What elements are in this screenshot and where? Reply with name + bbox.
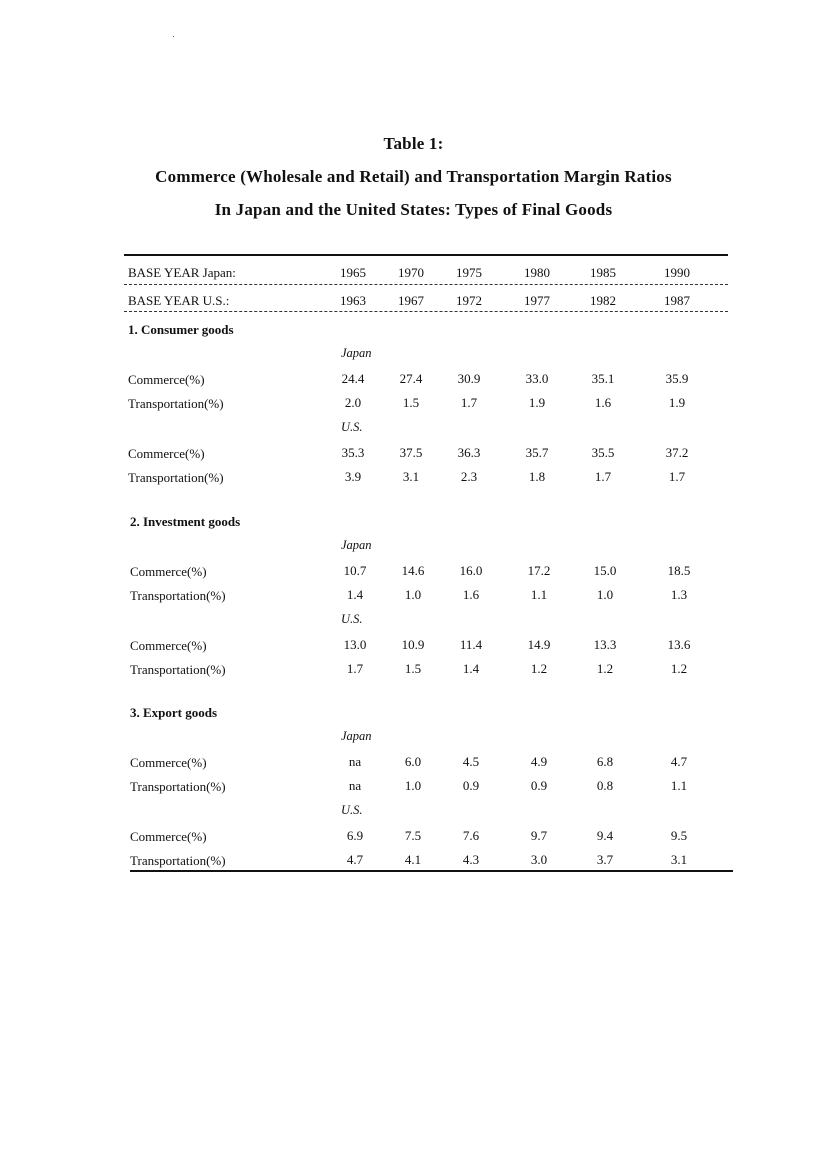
- table-cell: 6.0: [404, 754, 422, 769]
- table-cell: 27.4: [399, 371, 423, 386]
- table-cell: 1.1: [530, 587, 548, 602]
- table-cell: 1.4: [462, 661, 480, 676]
- row-label: Commerce(%): [130, 564, 207, 579]
- table-cell: 1.2: [596, 661, 614, 676]
- country-label-japan: Japan: [341, 346, 372, 360]
- table-cell: 1.3: [670, 587, 688, 602]
- table-cell: 13.6: [667, 637, 691, 652]
- country-label-us: U.S.: [341, 420, 363, 434]
- table-cell: 0.9: [462, 778, 480, 793]
- table-cell: 6.8: [596, 754, 614, 769]
- table-cell: 3.9: [344, 469, 362, 484]
- section-heading: 3. Export goods: [130, 705, 218, 720]
- table-cell: 9.7: [530, 828, 548, 843]
- table-cell: 13.0: [343, 637, 367, 652]
- table-cell: 1.7: [346, 661, 364, 676]
- table-cell: na: [348, 754, 362, 769]
- section-heading: 1. Consumer goods: [128, 322, 234, 337]
- table-cell: 4.5: [462, 754, 480, 769]
- table-cell: 18.5: [667, 563, 691, 578]
- base-year-japan-1965: 1965: [340, 265, 366, 280]
- table-cell: 10.9: [401, 637, 425, 652]
- country-label-us: U.S.: [341, 612, 363, 626]
- table-cell: 9.4: [596, 828, 614, 843]
- row-label: Commerce(%): [128, 446, 205, 461]
- table-cell: 3.1: [670, 852, 688, 867]
- table-top-rule: [124, 254, 728, 256]
- base-year-us-1977: 1977: [524, 293, 550, 308]
- table-cell: 4.9: [530, 754, 548, 769]
- base-year-us-1967: 1967: [398, 293, 424, 308]
- row-label: Transportation(%): [130, 588, 226, 603]
- base-year-us-1963: 1963: [340, 293, 366, 308]
- row-label: Commerce(%): [130, 829, 207, 844]
- country-label-japan: Japan: [341, 729, 372, 743]
- section-heading: 2. Investment goods: [130, 514, 241, 529]
- table-cell: 4.1: [404, 852, 422, 867]
- base-year-us-1972: 1972: [456, 293, 482, 308]
- table-cell: 1.2: [530, 661, 548, 676]
- row-label: Transportation(%): [130, 662, 226, 677]
- table-subtitle-line1: Commerce (Wholesale and Retail) and Transportation Margin Ratios: [155, 167, 672, 186]
- table-cell: 35.9: [665, 371, 689, 386]
- table-bottom-rule: [130, 870, 733, 872]
- table-title: Table 1:: [383, 134, 444, 153]
- table-cell: 15.0: [593, 563, 617, 578]
- base-year-us-label: BASE YEAR U.S.:: [128, 293, 230, 308]
- table-cell: 1.0: [404, 587, 422, 602]
- table-cell: 7.5: [404, 828, 422, 843]
- table-cell: 37.5: [399, 445, 423, 460]
- table-cell: 13.3: [593, 637, 617, 652]
- table-cell: 1.0: [596, 587, 614, 602]
- row-label: Transportation(%): [130, 779, 226, 794]
- table-cell: 14.9: [527, 637, 551, 652]
- table-cell: 10.7: [343, 563, 367, 578]
- table-cell: 3.7: [596, 852, 614, 867]
- table-cell: 1.7: [594, 469, 612, 484]
- table-cell: 4.7: [670, 754, 688, 769]
- table-cell: 24.4: [341, 371, 365, 386]
- table-cell: 2.3: [460, 469, 478, 484]
- row-label: Transportation(%): [128, 396, 224, 411]
- table-cell: 1.9: [528, 395, 546, 410]
- table-cell: 1.7: [668, 469, 686, 484]
- base-year-us-1982: 1982: [590, 293, 616, 308]
- table-cell: 1.9: [668, 395, 686, 410]
- table-cell: 0.9: [530, 778, 548, 793]
- country-label-japan: Japan: [341, 538, 372, 552]
- header-bottom-rule: [124, 311, 728, 312]
- base-year-japan-1980: 1980: [524, 265, 550, 280]
- table-cell: 4.3: [462, 852, 480, 867]
- base-year-us-1987: 1987: [664, 293, 690, 308]
- table-cell: 11.4: [459, 637, 483, 652]
- table-cell: 35.1: [591, 371, 615, 386]
- table-cell: 1.8: [528, 469, 546, 484]
- table-cell: 16.0: [459, 563, 483, 578]
- table-cell: 33.0: [525, 371, 549, 386]
- table-cell: 2.0: [344, 395, 362, 410]
- row-label: Transportation(%): [128, 470, 224, 485]
- table-cell: 3.0: [530, 852, 548, 867]
- table-cell: 1.1: [670, 778, 688, 793]
- table-subtitle-line2: In Japan and the United States: Types of Final Goods: [214, 200, 613, 219]
- table-cell: 6.9: [346, 828, 364, 843]
- table-cell: 1.5: [402, 395, 420, 410]
- row-label: Commerce(%): [128, 372, 205, 387]
- row-label: Commerce(%): [130, 755, 207, 770]
- table-cell: 37.2: [665, 445, 689, 460]
- scan-speck: [173, 36, 174, 37]
- table-cell: 17.2: [527, 563, 551, 578]
- table-cell: 7.6: [462, 828, 480, 843]
- table-cell: 3.1: [402, 469, 420, 484]
- table-cell: 1.6: [594, 395, 612, 410]
- table-cell: 35.5: [591, 445, 615, 460]
- table-cell: 14.6: [401, 563, 425, 578]
- row-label: Transportation(%): [130, 853, 226, 868]
- table-cell: 30.9: [457, 371, 481, 386]
- table-cell: 1.5: [404, 661, 422, 676]
- table-cell: 1.7: [460, 395, 478, 410]
- table-cell: 1.0: [404, 778, 422, 793]
- table-cell: 1.2: [670, 661, 688, 676]
- table-cell: 35.7: [525, 445, 549, 460]
- table-cell: 9.5: [670, 828, 688, 843]
- table-cell: 35.3: [341, 445, 365, 460]
- table-cell: 1.6: [462, 587, 480, 602]
- table-cell: 1.4: [346, 587, 364, 602]
- table-cell: 36.3: [457, 445, 481, 460]
- base-year-japan-1975: 1975: [456, 265, 482, 280]
- table-cell: 4.7: [346, 852, 364, 867]
- base-year-japan-1970: 1970: [398, 265, 424, 280]
- base-year-japan-1990: 1990: [664, 265, 690, 280]
- base-year-japan-label: BASE YEAR Japan:: [128, 265, 236, 280]
- row-label: Commerce(%): [130, 638, 207, 653]
- table-cell: na: [348, 778, 362, 793]
- base-year-japan-1985: 1985: [590, 265, 616, 280]
- country-label-us: U.S.: [341, 803, 363, 817]
- table-cell: 0.8: [596, 778, 614, 793]
- header-divider-rule: [124, 284, 728, 285]
